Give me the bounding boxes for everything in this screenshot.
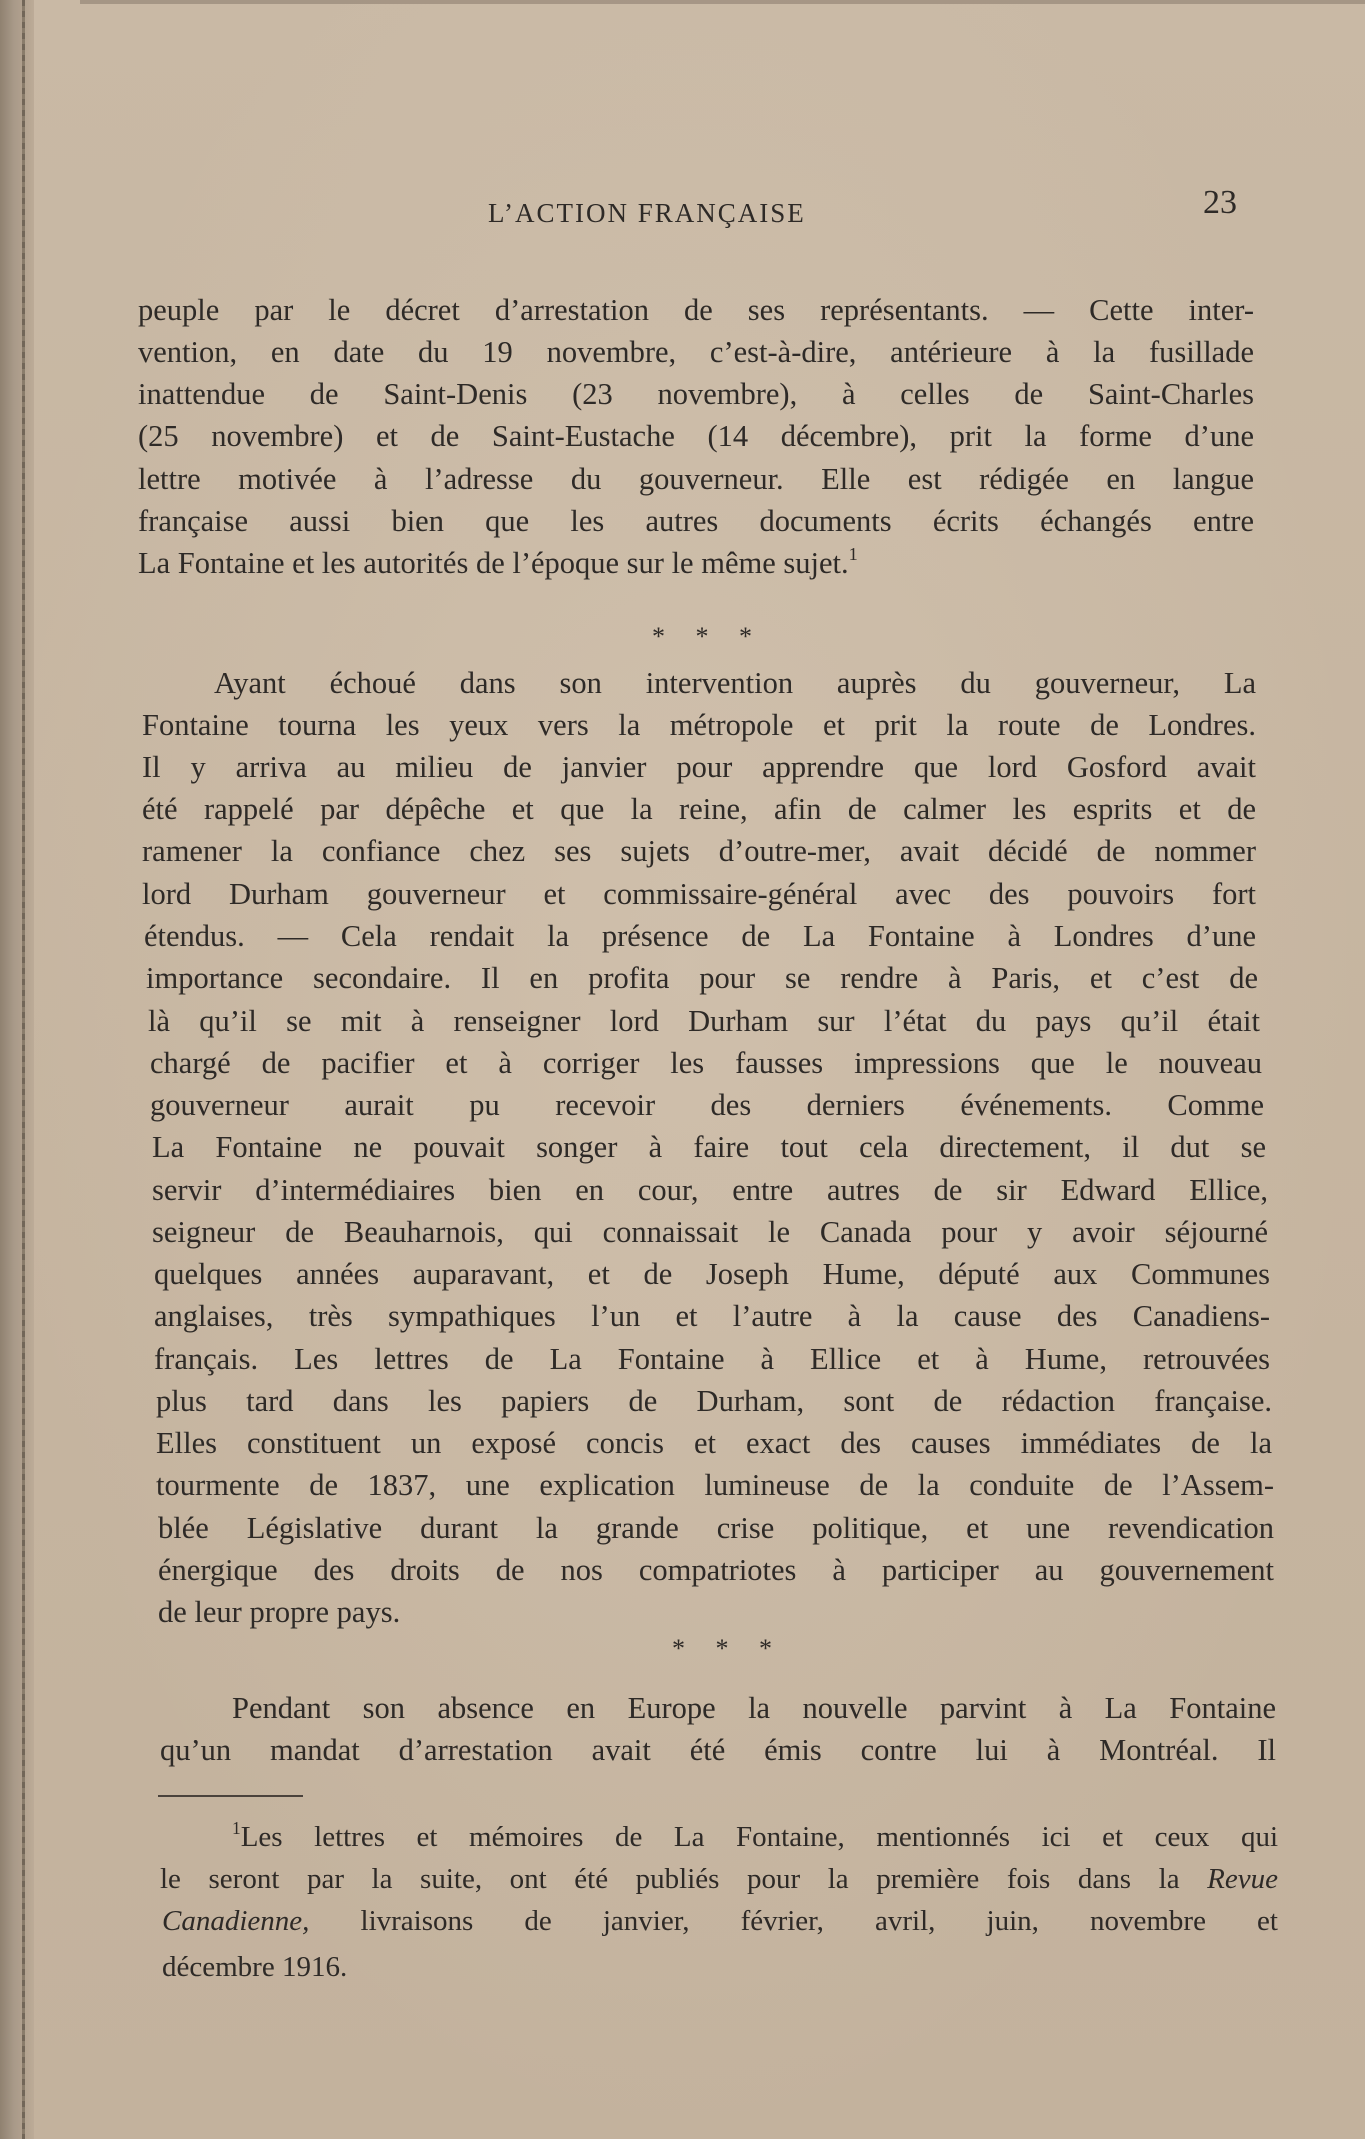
footnote-marker: 1 xyxy=(232,1817,241,1838)
text-line: énergique des droits de nos compatriotes à participer au gouvernement xyxy=(158,1553,1274,1587)
text-line: seigneur de Beauharnois, qui connaissait le Canada pour y avoir séjourné xyxy=(152,1215,1268,1249)
footnote-line: décembre 1916. xyxy=(162,1951,348,1983)
text-line: servir d’intermédiaires bien en cour, entre autres de sir Edward Ellice, xyxy=(152,1173,1268,1207)
text-line: tourmente de 1837, une explication lumineuse de la conduite de l’Assem- xyxy=(156,1468,1274,1502)
binding-stitching xyxy=(22,0,25,2139)
text-line: ramener la confiance chez ses sujets d’outre-mer, avait décidé de nommer xyxy=(142,834,1256,868)
section-separator: * * * xyxy=(652,622,764,651)
text-line: étendus. — Cela rendait la présence de La Fontaine à Londres d’une xyxy=(144,919,1256,953)
text-line: été rappelé par dépêche et que la reine, afin de calmer les esprits et de xyxy=(142,792,1256,826)
text-line: lettre motivée à l’adresse du gouverneur. Elle est rédigée en langue xyxy=(138,462,1254,496)
text-line: Ayant échoué dans son intervention auprès du gouverneur, La xyxy=(214,666,1256,700)
text-line: La Fontaine ne pouvait songer à faire tout cela directement, il dut se xyxy=(152,1130,1266,1164)
text-line: blée Législative durant la grande crise politique, et une revendication xyxy=(158,1511,1274,1545)
text-line: française aussi bien que les autres documents écrits échangés entre xyxy=(138,504,1254,538)
text-line: Il y arriva au milieu de janvier pour apprendre que lord Gosford avait xyxy=(142,750,1256,784)
text-line: là qu’il se mit à renseigner lord Durham sur l’état du pays qu’il était xyxy=(148,1004,1260,1038)
text-line: gouverneur aurait pu recevoir des derniers événements. Comme xyxy=(150,1088,1264,1122)
running-head: L’ACTION FRANÇAISE xyxy=(488,198,806,228)
page-top-edge xyxy=(80,0,1365,4)
footnote-text: Les lettres et mémoires de La Fontaine, mentionnés ici et ceux qui xyxy=(240,1821,1278,1853)
text-line: Fontaine tourna les yeux vers la métropole et prit la route de Londres. xyxy=(142,708,1256,742)
footnote-line xyxy=(232,1817,1278,1854)
text-line: de leur propre pays. xyxy=(158,1595,401,1629)
text-line: vention, en date du 19 novembre, c’est-à-dire, antérieure à la fusillade xyxy=(138,335,1254,369)
footnote-line xyxy=(162,1904,1278,1938)
text-line: quelques années auparavant, et de Joseph Hume, député aux Communes xyxy=(154,1257,1270,1291)
page-number: 23 xyxy=(1203,184,1237,221)
text-line: Elles constituent un exposé concis et exact des causes immédiates de la xyxy=(156,1426,1272,1460)
footnote-journal-title: Revue xyxy=(1207,1863,1278,1895)
text-line: français. Les lettres de La Fontaine à Ellice et à Hume, retrouvées xyxy=(154,1342,1270,1376)
text-line: inattendue de Saint-Denis (23 novembre), à celles de Saint-Charles xyxy=(138,377,1254,411)
text-line: peuple par le décret d’arrestation de ses représentants. — Cette inter- xyxy=(138,293,1254,327)
footnote-journal-title: Canadienne, xyxy=(162,1905,310,1937)
text-line: (25 novembre) et de Saint-Eustache (14 décembre), prit la forme d’une xyxy=(138,419,1254,453)
footnote-rule xyxy=(158,1795,303,1797)
text-line: importance secondaire. Il en profita pour se rendre à Paris, et c’est de xyxy=(146,961,1258,995)
page-binding-edge xyxy=(0,0,34,2139)
text-line: anglaises, très sympathiques l’un et l’autre à la cause des Canadiens- xyxy=(154,1299,1270,1333)
text-line: lord Durham gouverneur et commissaire-général avec des pouvoirs fort xyxy=(142,877,1256,911)
footnote-text: le seront par la suite, ont été publiés pour la première fois dans la xyxy=(160,1863,1208,1895)
section-separator: * * * xyxy=(672,1634,784,1663)
text-line: chargé de pacifier et à corriger les fausses impressions que le nouveau xyxy=(150,1046,1262,1080)
text-line: plus tard dans les papiers de Durham, sont de rédaction française. xyxy=(156,1384,1272,1418)
footnote-reference: 1 xyxy=(848,544,858,565)
footnote-line xyxy=(160,1862,1278,1896)
footnote-text: livraisons de janvier, février, avril, juin, novembre et xyxy=(309,1905,1278,1937)
text-line: qu’un mandat d’arrestation avait été émis contre lui à Montréal. Il xyxy=(160,1733,1276,1767)
text-line xyxy=(138,545,1254,581)
text-line-content: La Fontaine et les autorités de l’époque sur le même sujet. xyxy=(138,546,849,580)
text-line: Pendant son absence en Europe la nouvelle parvint à La Fontaine xyxy=(232,1691,1276,1725)
